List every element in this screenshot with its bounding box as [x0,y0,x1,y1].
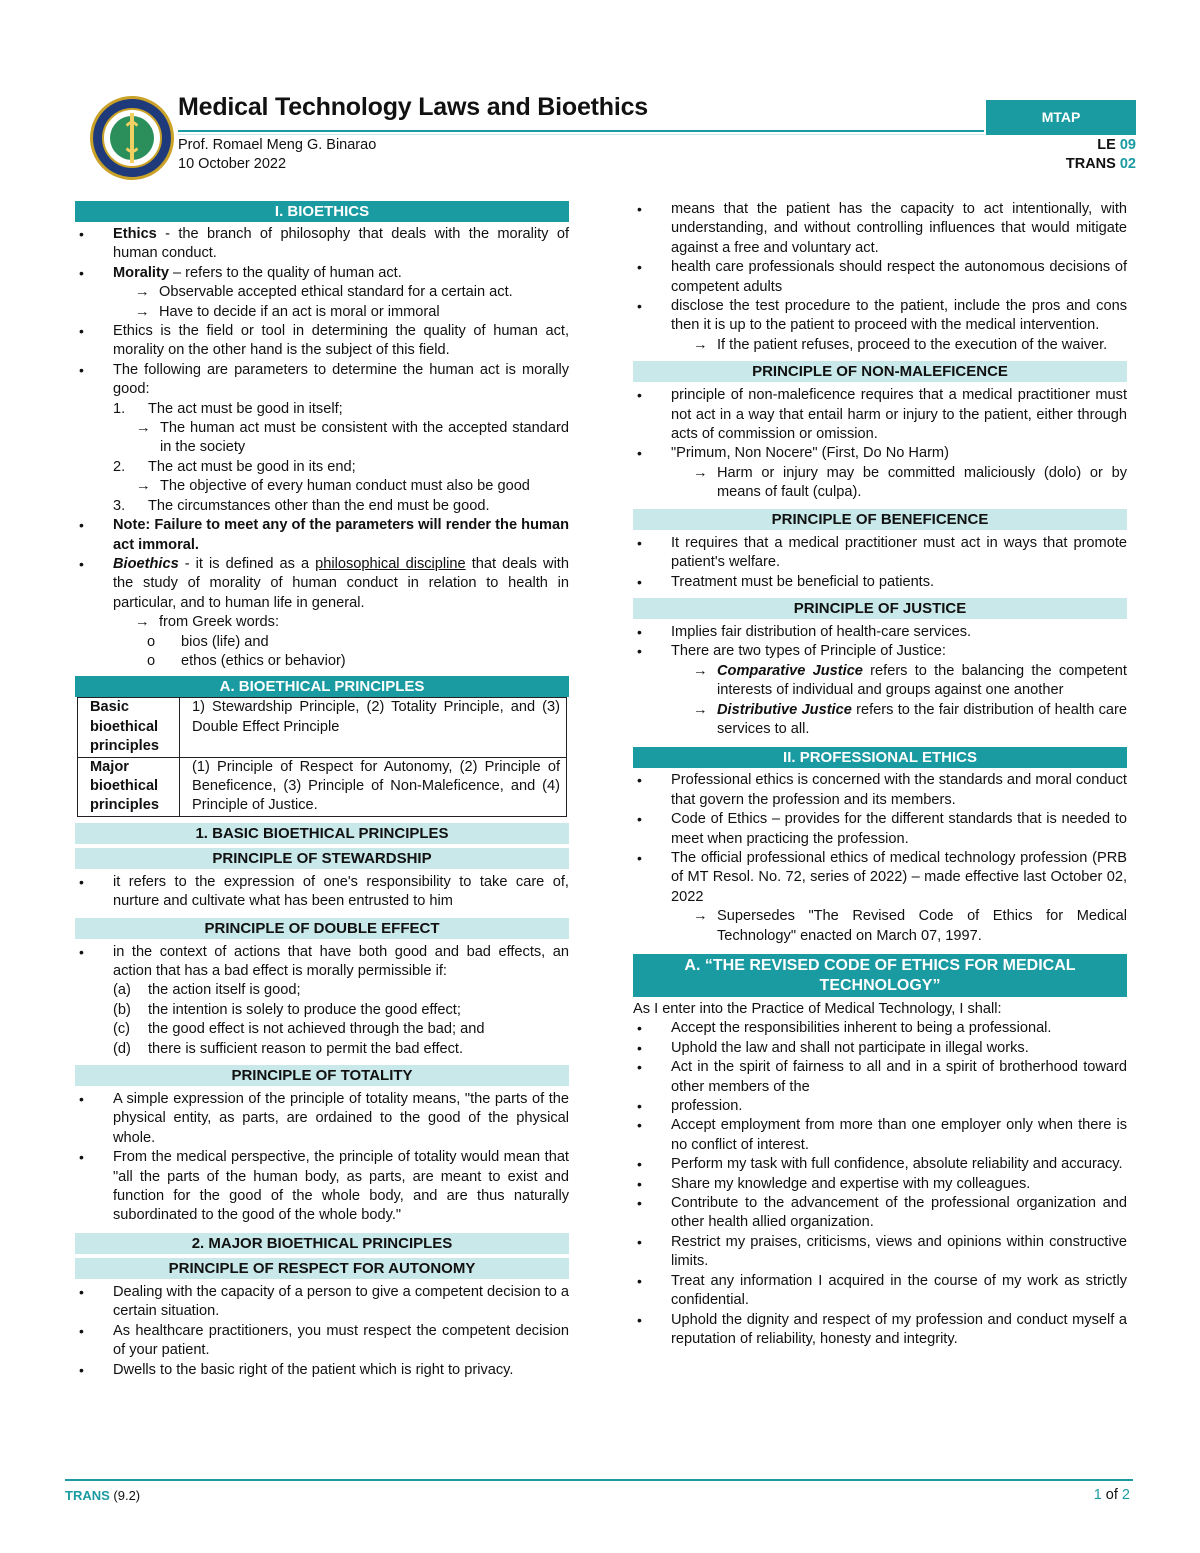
list-item: • Dealing with the capacity of a person to give a competent decision to a certain situation. [75,1283,569,1322]
table-cell: 1) Stewardship Principle, (2) Totality Principle, and (3) Double Effect Principle [180,698,567,757]
subsection-heading: PRINCIPLE OF DOUBLE EFFECT [75,918,569,939]
list-item: • Professional ethics is concerned with the standards and moral conduct that govern the profession and its members. [633,771,1127,810]
numbered-item: 2. The act must be good in its end; [113,458,356,475]
code-item: • Treat any information I acquired in the course of my work as strictly confidential. [633,1272,1127,1311]
table-row [78,698,567,757]
lettered-item: (c) the good effect is not achieved through the bad; and [113,1021,485,1038]
code-item: • Perform my task with full confidence, absolute reliability and accuracy. [633,1155,1127,1174]
list-item: • disclose the test procedure to the patient, include the pros and cons then it is up to the patient to proceed with the medical intervention. [633,297,1127,336]
list-item: • Ethics is the field or tool in determining the quality of human act, morality on the other hand is the subject of this field. [75,322,569,361]
list-item: • Treatment must be beneficial to patients. [633,573,1127,592]
list-item: • Dwells to the basic right of the patient which is right to privacy. [75,1361,569,1380]
code-item: • Restrict my praises, criticisms, views and opinions within constructive limits. [633,1233,1127,1272]
subsection-heading: PRINCIPLE OF RESPECT FOR AUTONOMY [75,1258,569,1279]
subsection-heading: PRINCIPLE OF TOTALITY [75,1065,569,1086]
code-item: • Share my knowledge and expertise with my colleagues. [633,1175,1127,1194]
list-item: • Morality – refers to the quality of human act. [75,264,569,283]
sub-item: → Supersedes "The Revised Code of Ethics for Medical Technology" enacted on March 07, 1997. [633,907,1127,946]
subject-badge: MTAP [986,100,1136,135]
list-item: • The following are parameters to determine the human act is morally good: [75,361,569,400]
title-divider [178,130,984,132]
sub-item: → Observable accepted ethical standard for a certain act. [75,283,569,302]
sub-item: → If the patient refuses, proceed to the execution of the waiver. [633,336,1127,355]
code-item: • Accept the responsibilities inherent to being a professional. [633,1019,1127,1038]
lecture-number: LE 09 [1097,137,1136,153]
page-header [75,92,1138,180]
left-column [75,200,569,1380]
code-item: • profession. [633,1097,1127,1116]
code-item: • Act in the spirit of fairness to all and in a spirit of brotherhood toward other members of the [633,1058,1127,1097]
sub-item: → The objective of every human conduct must also be good [75,477,569,496]
sub-item: → The human act must be consistent with the accepted standard in the society [75,419,569,458]
section-heading: A. BIOETHICAL PRINCIPLES [75,676,569,697]
subsection-heading: PRINCIPLE OF STEWARDSHIP [75,848,569,869]
table-cell: (1) Principle of Respect for Autonomy, (2) Principle of Beneficence, (3) Principle of Non-Maleficence, and (4) Principle of Justice. [180,757,567,816]
list-item: • in the context of actions that have both good and bad effects, an action that has a bad effect is morally permissible if: [75,943,569,982]
footer-divider [65,1479,1133,1481]
sub-item: → Harm or injury may be committed maliciously (dolo) or by means of fault (culpa). [633,464,1127,503]
list-item: • Implies fair distribution of health-care services. [633,623,1127,642]
sub-item: → Comparative Justice refers to the balancing the competent interests of individual and groups against one another [633,662,1127,701]
list-item: • The official professional ethics of medical technology profession (PRB of MT Resol. No. 72, series of 2022) – made effective last October 02, 2022 [633,849,1127,907]
subsection-heading: 2. MAJOR BIOETHICAL PRINCIPLES [75,1233,569,1254]
subsection-heading: PRINCIPLE OF BENEFICENCE [633,509,1127,530]
code-item: • Contribute to the advancement of the professional organization and other health allied organization. [633,1194,1127,1233]
subsection-heading: PRINCIPLE OF NON-MALEFICENCE [633,361,1127,382]
list-item: • principle of non-maleficence requires that a medical practitioner must not act in a way that entail harm or injury to the patient, either through acts of commission or omission. [633,386,1127,444]
list-item: • means that the patient has the capacity to act intentionally, with understanding, and without controlling influences that would mitigate against a free and voluntary act. [633,200,1127,258]
right-column [633,200,1127,1349]
subsection-heading: 1. BASIC BIOETHICAL PRINCIPLES [75,823,569,844]
list-item: • As healthcare practitioners, you must respect the competent decision of your patient. [75,1322,569,1361]
table-cell: Basic bioethical principles [78,698,180,757]
list-item: • Ethics - the branch of philosophy that deals with the morality of human conduct. [75,225,569,264]
list-item: • it refers to the expression of one's responsibility to take care of, nurture and cultivate what has been entrusted to him [75,873,569,912]
sub-sub-item: o ethos (ethics or behavior) [75,652,569,671]
sub-sub-item: o bios (life) and [75,633,569,652]
university-seal-logo [90,96,174,180]
list-item: • "Primum, Non Nocere" (First, Do No Harm) [633,444,1127,463]
code-intro: As I enter into the Practice of Medical Technology, I shall: [633,1001,1002,1017]
numbered-item: 3. The circumstances other than the end must be good. [113,497,490,514]
document-title: Medical Technology Laws and Bioethics [178,93,649,121]
section-heading: I. BIOETHICS [75,201,569,222]
section-heading: II. PROFESSIONAL ETHICS [633,747,1127,768]
list-item: • health care professionals should respect the autonomous decisions of competent adults [633,258,1127,297]
professor-name: Prof. Romael Meng G. Binarao [178,137,377,153]
sub-item: → Distributive Justice refers to the fair distribution of health care services to all. [633,701,1127,740]
lettered-item: (b) the intention is solely to produce the good effect; [113,1001,461,1018]
list-item: • From the medical perspective, the principle of totality would mean that "all the parts of the human body, as parts, are meant to exist and function for the good of the whole body, and are thus naturally subordinated to the good of the whole body." [75,1148,569,1226]
table-cell: Major bioethical principles [78,757,180,816]
page-number: 1 of 2 [1093,1487,1130,1503]
code-item: • Uphold the law and shall not participate in illegal works. [633,1039,1127,1058]
code-item: • Accept employment from more than one employer only when there is no conflict of interest. [633,1116,1127,1155]
subsection-heading: PRINCIPLE OF JUSTICE [633,598,1127,619]
list-item: • Code of Ethics – provides for the different standards that is needed to meet when practicing the profession. [633,810,1127,849]
principles-table [77,697,567,816]
numbered-item: 1. The act must be good in itself; [113,400,343,417]
list-item: • A simple expression of the principle of totality means, "the parts of the physical entity, as parts, are ordained to the good of the physical whole. [75,1090,569,1148]
lettered-item: (d) there is sufficient reason to permit the bad effect. [113,1040,464,1057]
trans-number: TRANS 02 [1065,156,1136,172]
lettered-item: (a) the action itself is good; [113,982,301,999]
code-of-ethics-list [633,1019,1127,1349]
list-item: • There are two types of Principle of Justice: [633,642,1127,661]
sub-item: → from Greek words: [75,613,569,632]
code-item: • Uphold the dignity and respect of my profession and conduct myself a reputation of reliability, honesty and integrity. [633,1311,1127,1350]
list-item: • Bioethics - it is defined as a philosophical discipline that deals with the study of morality of human conduct in relation to health in particular, and to human life in general. [75,555,569,613]
footer-trans: TRANS (9.2) [65,1488,141,1503]
list-item: • It requires that a medical practitioner must act in ways that promote patient's welfare. [633,534,1127,573]
note-item: • Note: Failure to meet any of the parameters will render the human act immoral. [75,516,569,555]
table-row [78,757,567,816]
lecture-date: 10 October 2022 [178,156,287,172]
sub-item: → Have to decide if an act is moral or immoral [75,303,569,322]
section-heading: A. “THE REVISED CODE OF ETHICS FOR MEDICAL TECHNOLOGY” [633,954,1127,997]
